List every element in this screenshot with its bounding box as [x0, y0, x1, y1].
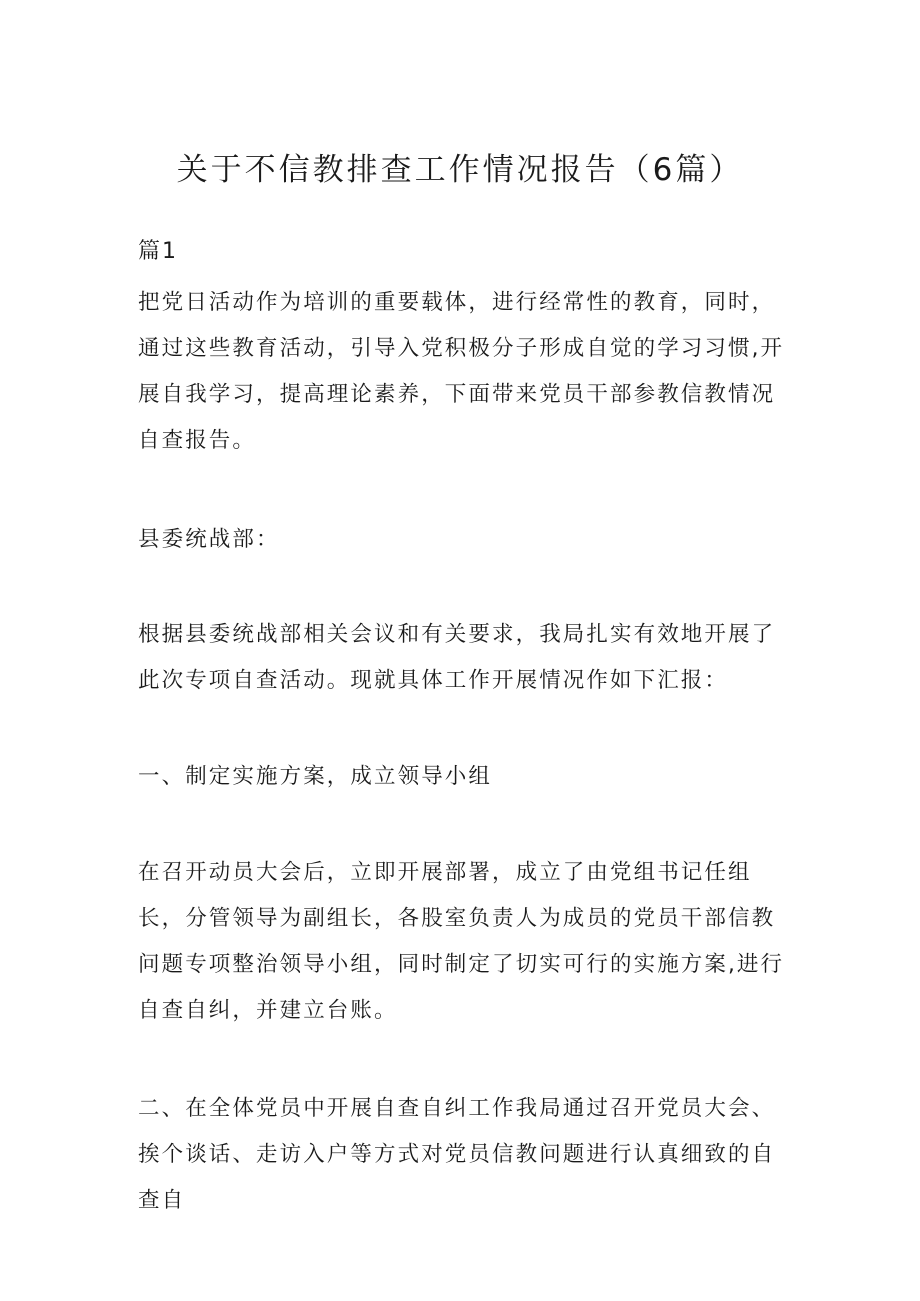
section-label: 篇1 — [138, 239, 178, 264]
paragraph-summary: 根据县委统战部相关会议和有关要求，我局扎实有效地开展了此次专项自查活动。现就具体工作开展情况作如下汇报： — [138, 622, 776, 693]
paragraph-section-2: 二、在全体党员中开展自查自纠工作我局通过召开党员大会、挨个谈话、走访入户等方式对党员信教问题进行认真细致的自查自 — [138, 1096, 776, 1213]
paragraph-intro: 把党日活动作为培训的重要载体，进行经常性的教育，同时，通过这些教育活动，引导入党积极分子形成自觉的学习习惯,开展自我学习，提高理论素养，下面带来党员干部参教信教情况自查报告。 — [138, 290, 785, 453]
document-title: 关于不信教排查工作情况报告（6篇） — [176, 152, 744, 188]
paragraph-section-1: 在召开动员大会后，立即开展部署，成立了由党组书记任组长，分管领导为副组长，各股室负责人为成员的党员干部信教问题专项整治领导小组，同时制定了切实可行的实施方案,进行自查自纠，并建立台账。 — [138, 860, 785, 1023]
paragraph-salutation: 县委统战部： — [138, 527, 280, 552]
paragraph-heading-1: 一、制定实施方案，成立领导小组 — [138, 764, 493, 789]
